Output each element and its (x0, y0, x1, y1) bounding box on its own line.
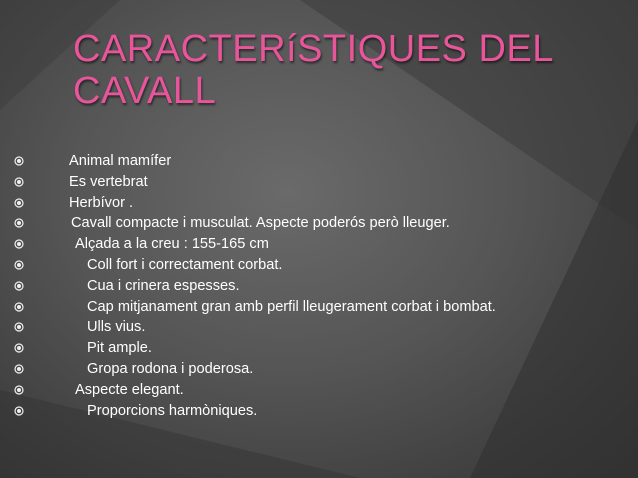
circled-dot-bullet-icon (14, 177, 24, 187)
bullet-item-text: Aspecte elegant. (75, 381, 184, 398)
bullet-list-item (14, 338, 624, 359)
circled-dot-bullet-icon (14, 260, 24, 270)
circled-dot-bullet-icon (14, 281, 24, 291)
bullet-list-item (14, 380, 624, 401)
bullet-list-item (14, 276, 624, 297)
bullet-item-text: Es vertebrat (69, 173, 148, 190)
bullet-list-item (14, 255, 624, 276)
bullet-list-item (14, 193, 624, 214)
circled-dot-bullet-icon (14, 218, 24, 228)
bullet-list (14, 151, 624, 421)
circled-dot-bullet-icon (14, 239, 24, 249)
bullet-item-text: Cap mitjanament gran amb perfil lleugerament corbat i bombat. (87, 298, 496, 315)
bullet-item-text: Gropa rodona i poderosa. (87, 360, 254, 377)
slide-title-line-2: CAVALL (73, 70, 217, 112)
bullet-item-text: Herbívor . (69, 194, 134, 211)
circled-dot-bullet-icon (14, 156, 24, 166)
circled-dot-bullet-icon (14, 302, 24, 312)
circled-dot-bullet-icon (14, 322, 24, 332)
bullet-item-text: Cavall compacte i musculat. Aspecte poderós però lleuger. (71, 215, 450, 232)
bullet-item-text: Alçada a la creu : 155-165 cm (75, 236, 269, 253)
bullet-list-item (14, 297, 624, 318)
bullet-item-text: Coll fort i correctament corbat. (87, 256, 283, 273)
bullet-list-item (14, 213, 624, 234)
bullet-item-text: Animal mamífer (69, 153, 172, 169)
slide-title (73, 28, 613, 112)
circled-dot-bullet-icon (14, 385, 24, 395)
circled-dot-bullet-icon (14, 406, 24, 416)
bullet-item-text: Ulls vius. (87, 319, 146, 336)
circled-dot-bullet-icon (14, 364, 24, 374)
circled-dot-bullet-icon (14, 198, 24, 208)
bullet-list-item (14, 359, 624, 380)
bullet-list-item (14, 172, 624, 193)
bullet-item-text: Pit ample. (87, 340, 152, 357)
bullet-list-item (14, 234, 624, 255)
bullet-list-item (14, 151, 624, 172)
bullet-item-text: Cua i crinera espesses. (87, 277, 240, 294)
bullet-list-item (14, 317, 624, 338)
bullet-item-text: Proporcions harmòniques. (87, 402, 258, 419)
slide-title-line-1: CARACTERíSTIQUES DEL (73, 28, 554, 70)
bullet-list-item (14, 401, 624, 422)
circled-dot-bullet-icon (14, 343, 24, 353)
